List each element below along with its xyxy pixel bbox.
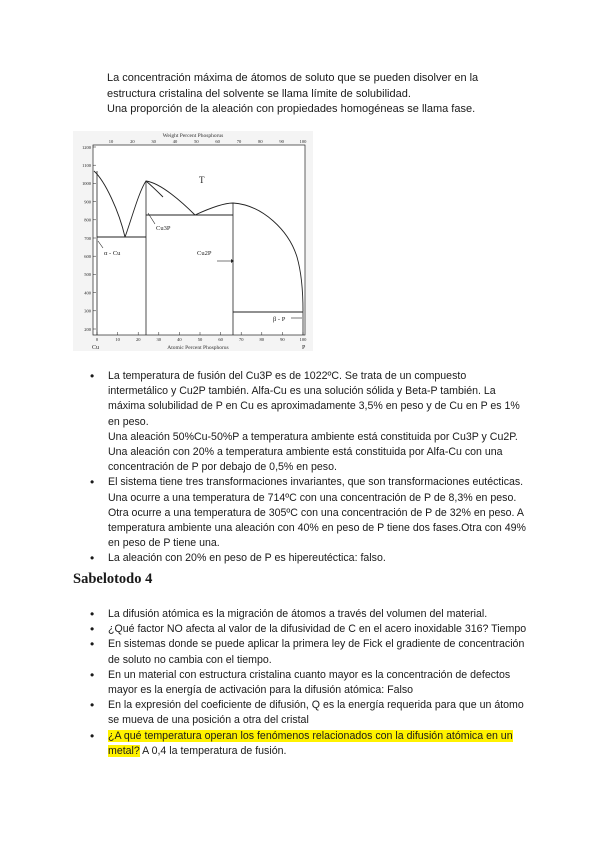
label-cu3p: Cu3P — [156, 225, 171, 232]
top-tick-label: 40 — [172, 139, 178, 144]
bullet-fusion-p2: Una aleación 50%Cu-50%P a temperatura ambiente está constituida por Cu3P y Cu2P. Una aleación con 20% a temperatura ambiente está constituida por Alfa-Cu con una concentración de P por debajo de 0,5% en peso. — [108, 430, 518, 474]
label-cu2p: Cu2P — [197, 250, 212, 257]
bullet-hypereutectic — [83, 551, 528, 566]
intro-line-2: Una proporción de la aleación con propiedades homogéneas se llama fase. — [107, 103, 476, 115]
intro-line-1: La concentración máxima de átomos de soluto que se pueden disolver en la estructura cristalina del solvente se llama límite de solubilidad. — [107, 72, 479, 100]
top-tick-label: 60 — [215, 139, 220, 144]
bottom-tick-label: 20 — [135, 337, 141, 342]
y-tick-label: 1100 — [82, 163, 91, 168]
bottom-tick-label: 100 — [299, 337, 307, 342]
answer-text: A 0,4 la temperatura de fusión. — [139, 744, 287, 757]
y-tick-label: 700 — [84, 235, 91, 241]
phase-diagram — [73, 131, 313, 351]
top-tick-label: 100 — [299, 139, 307, 144]
y-tick-label: 200 — [84, 326, 91, 332]
y-tick-label: 300 — [84, 308, 91, 314]
list-item: • ¿Qué factor NO afecta al valor de la difusividad de C en el acero inoxidable 316? Tiempo — [83, 622, 528, 637]
phase-diagram-bullets — [83, 369, 528, 567]
list-item: • En la expresión del coeficiente de difusión, Q es la energía requerida para que un átomo se mueva de una posición a otra del cristal — [83, 698, 528, 728]
bottom-tick-label: 80 — [259, 337, 265, 342]
y-tick-label: 600 — [84, 254, 91, 259]
y-tick-label: 800 — [84, 217, 91, 223]
top-tick-label: 10 — [108, 139, 114, 144]
section-heading: Sabelotodo 4 — [73, 571, 153, 587]
diagram-top-title: Weight Percent Phosphorus — [162, 133, 224, 139]
bottom-tick-label: 70 — [238, 337, 244, 342]
list-item: • En un material con estructura cristalina cuanto mayor es la concentración de defectos mayor es la energía de activación para la difusión atómica: Falso — [83, 668, 528, 698]
bottom-tick-label: 60 — [218, 337, 223, 342]
bottom-tick-label: 10 — [115, 337, 120, 342]
y-tick-label: 1200 — [82, 144, 91, 150]
bottom-tick-label: 40 — [177, 337, 182, 342]
plot-frame — [93, 145, 305, 335]
label-alpha-cu: α - Cu — [104, 250, 121, 257]
label-cu-element: Cu — [92, 345, 100, 351]
top-tick-label: 70 — [236, 139, 242, 144]
top-tick-label: 50 — [194, 139, 199, 144]
phase-diagram-svg — [73, 131, 313, 351]
bullet-invariants — [83, 475, 528, 551]
y-tick-label: 500 — [84, 272, 91, 278]
bottom-tick-label: 90 — [280, 337, 285, 342]
label-p-element: P — [302, 345, 306, 351]
highlighted-question: ¿A qué temperatura operan los fenómenos relacionados con la difusión atómica en un metal? — [108, 729, 513, 757]
bullet-invariants-p1: • El sistema tiene tres transformaciones invariantes, que son transformaciones eutécticas. Una ocurre a una temperatura de 714ºC con una concentración de P de 8,3% en peso. Otra ocurre a una temperatura de 305ºC con una concentración de P de 32% en peso. A temperatura ambiente una aleación con 40% en peso de P tiene dos fases.Otra con 49% en peso de P tiene una. — [108, 476, 526, 550]
bullet-fusion — [83, 369, 528, 475]
top-tick-label: 90 — [279, 139, 284, 144]
bottom-tick-label: 30 — [156, 337, 162, 342]
intro-text — [107, 71, 527, 118]
list-item-highlighted — [83, 729, 528, 759]
y-tick-label: 900 — [84, 199, 91, 205]
y-tick-label: 400 — [84, 290, 91, 296]
top-tick-label: 30 — [151, 139, 156, 144]
diagram-bottom-title: Atomic Percent Phosphorus — [167, 345, 229, 351]
top-tick-label: 20 — [130, 139, 135, 144]
y-tick-label: 1000 — [82, 181, 91, 187]
bottom-tick-label: 0 — [95, 337, 99, 342]
list-item: • La difusión atómica es la migración de átomos a través del volumen del material. — [83, 607, 528, 622]
bottom-tick-label: 50 — [197, 337, 203, 342]
label-beta-p: β - P — [273, 316, 286, 323]
diffusion-bullets — [83, 607, 528, 759]
list-item: • En sistemas donde se puede aplicar la primera ley de Fick el gradiente de concentración de soluto no cambia con el tiempo. — [83, 637, 528, 667]
bullet-hypereutectic-p1: • La aleación con 20% en peso de P es hipereutéctica: falso. — [108, 552, 386, 565]
bullet-fusion-p1: • La temperatura de fusión del Cu3P es de 1022ºC. Se trata de un compuesto intermetálico y Cu2P también. Alfa-Cu es una solución sólida y Beta-P también. La máxima solubilidad de P en Cu es aproximadamente 3,5% en peso y de Cu en P es 1% en peso. — [108, 370, 520, 428]
top-tick-label: 80 — [258, 139, 263, 144]
label-liquid: T — [199, 175, 205, 185]
